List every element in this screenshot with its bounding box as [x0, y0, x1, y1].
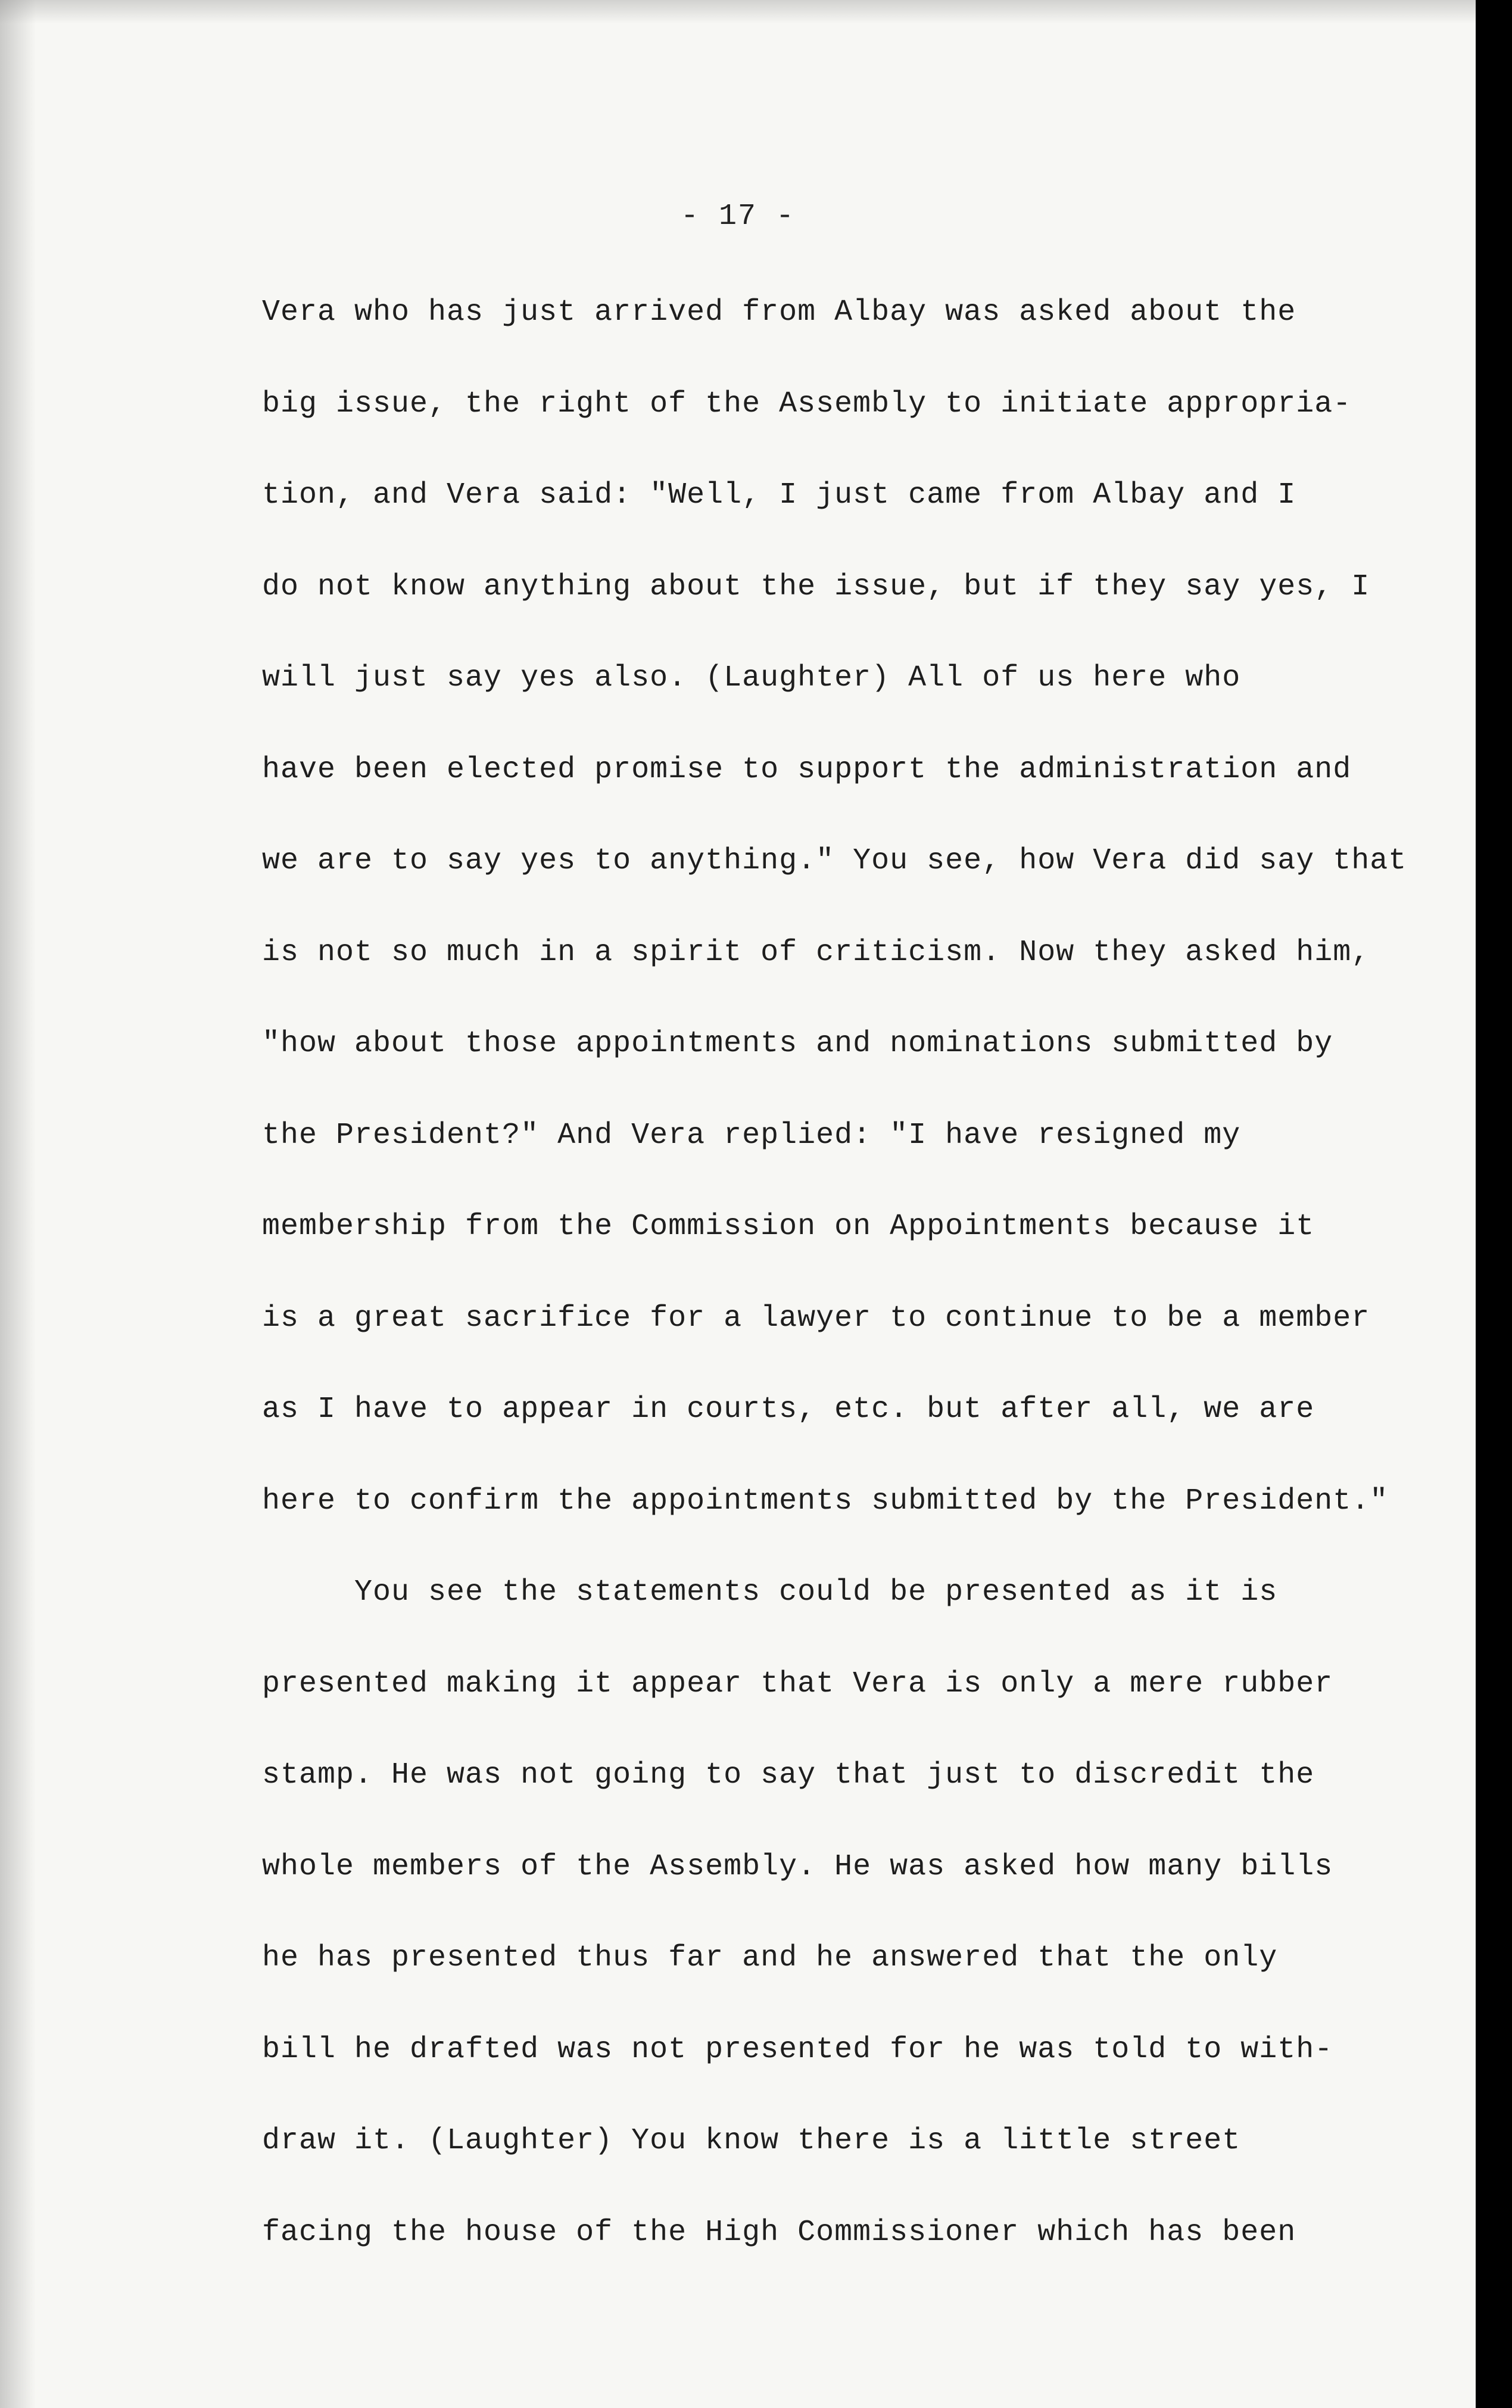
- body-text: [262, 283, 1407, 2294]
- paragraph-start-line: You see the statements could be presented as it is: [354, 1575, 1278, 1609]
- text-line: big issue, the right of the Assembly to initiate appropria-: [262, 387, 1352, 421]
- text-line: do not know anything about the issue, but if they say yes, I: [262, 569, 1370, 604]
- text-line: we are to say yes to anything." You see, how Vera did say that: [262, 844, 1407, 878]
- text-line: "how about those appointments and nominations submitted by: [262, 1027, 1333, 1061]
- text-line: will just say yes also. (Laughter) All of us here who: [262, 661, 1241, 695]
- text-line: have been elected promise to support the administration and: [262, 752, 1352, 787]
- text-line: whole members of the Assembly. He was asked how many bills: [262, 1849, 1333, 1884]
- text-line: tion, and Vera said: "Well, I just came from Albay and I: [262, 478, 1296, 512]
- text-line: Vera who has just arrived from Albay was asked about the: [262, 295, 1296, 329]
- page-number: - 17 -: [680, 200, 796, 233]
- text-line: he has presented thus far and he answered that the only: [262, 1941, 1278, 1975]
- text-line: stamp. He was not going to say that just to discredit the: [262, 1758, 1315, 1792]
- text-line: is a great sacrifice for a lawyer to continue to be a member: [262, 1301, 1370, 1335]
- text-line: the President?" And Vera replied: "I have resigned my: [262, 1118, 1241, 1152]
- text-line: facing the house of the High Commissioner which has been: [262, 2215, 1296, 2250]
- text-line: membership from the Commission on Appointments because it: [262, 1210, 1315, 1244]
- text-line: bill he drafted was not presented for he was told to with-: [262, 2032, 1333, 2067]
- text-line: is not so much in a spirit of criticism. Now they asked him,: [262, 935, 1370, 970]
- text-line: draw it. (Laughter) You know there is a little street: [262, 2124, 1241, 2158]
- text-line: presented making it appear that Vera is only a mere rubber: [262, 1666, 1333, 1701]
- text-line: here to confirm the appointments submitted by the President.": [262, 1484, 1389, 1518]
- text-line: as I have to appear in courts, etc. but after all, we are: [262, 1393, 1315, 1426]
